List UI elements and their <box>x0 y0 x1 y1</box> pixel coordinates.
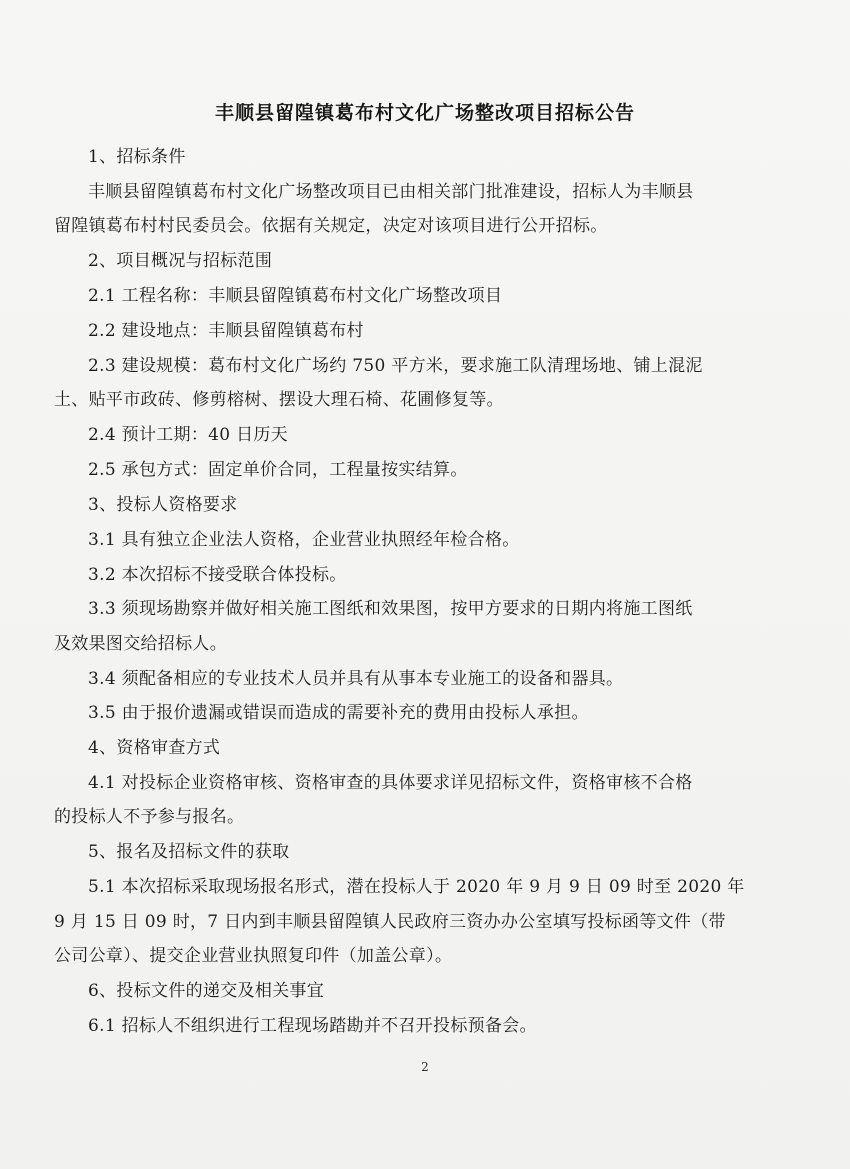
paragraph-line: 公司公章）、提交企业营业执照复印件（加盖公章）。 <box>54 946 453 966</box>
page-number: 2 <box>421 1060 429 1074</box>
section-heading-5: 5、报名及招标文件的获取 <box>88 842 290 862</box>
paragraph-line: 土、贴平市政砖、修剪榕树、摆设大理石椅、花圃修复等。 <box>54 390 504 410</box>
paragraph-line: 的投标人不予参与报名。 <box>54 807 245 827</box>
paragraph-line: 5.1 本次招标采取现场报名形式，潜在投标人于 2020 年 9 月 9 日 09 时至 2020 年 <box>88 877 745 897</box>
section-heading-2: 2、项目概况与招标范围 <box>88 251 273 271</box>
paragraph-line: 3.4 须配备相应的专业技术人员并具有从事本专业施工的设备和器具。 <box>88 669 624 689</box>
paragraph-line: 3.5 由于报价遗漏或错误而造成的需要补充的费用由投标人承担。 <box>88 703 589 723</box>
paragraph-line: 及效果图交给招标人。 <box>54 634 227 654</box>
paragraph-line: 3.2 本次招标不接受联合体投标。 <box>88 565 347 585</box>
section-heading-4: 4、资格审查方式 <box>88 738 221 758</box>
paragraph-line: 4.1 对投标企业资格审核、资格审查的具体要求详见招标文件，资格审核不合格 <box>88 773 693 793</box>
paragraph-line: 2.4 预计工期：40 日历天 <box>88 425 288 445</box>
section-heading-6: 6、投标文件的递交及相关事宜 <box>88 981 325 1001</box>
document-title: 丰顺县留隍镇葛布村文化广场整改项目招标公告 <box>214 102 635 124</box>
paragraph-line: 2.3 建设规模：葛布村文化广场约 750 平方米，要求施工队清理场地、铺上混泥 <box>88 356 703 376</box>
paragraph-line: 6.1 招标人不组织进行工程现场踏勘并不召开投标预备会。 <box>88 1016 537 1036</box>
section-heading-1: 1、招标条件 <box>88 147 186 167</box>
paragraph-line: 留隍镇葛布村村民委员会。依据有关规定，决定对该项目进行公开招标。 <box>54 216 608 236</box>
paragraph-line: 2.5 承包方式：固定单价合同，工程量按实结算。 <box>88 460 468 480</box>
section-heading-3: 3、投标人资格要求 <box>88 495 238 515</box>
paragraph-line: 3.3 须现场勘察并做好相关施工图纸和效果图，按甲方要求的日期内将施工图纸 <box>88 599 693 619</box>
paragraph-line: 2.1 工程名称：丰顺县留隍镇葛布村文化广场整改项目 <box>88 286 503 306</box>
paragraph-line: 9 月 15 日 09 时，7 日内到丰顺县留隍镇人民政府三资办办公室填写投标函等文件（带 <box>54 912 726 932</box>
paragraph-line: 2.2 建设地点：丰顺县留隍镇葛布村 <box>88 321 364 341</box>
paragraph-line: 丰顺县留隍镇葛布村文化广场整改项目已由相关部门批准建设，招标人为丰顺县 <box>88 182 694 202</box>
paragraph-line: 3.1 具有独立企业法人资格，企业营业执照经年检合格。 <box>88 530 520 550</box>
